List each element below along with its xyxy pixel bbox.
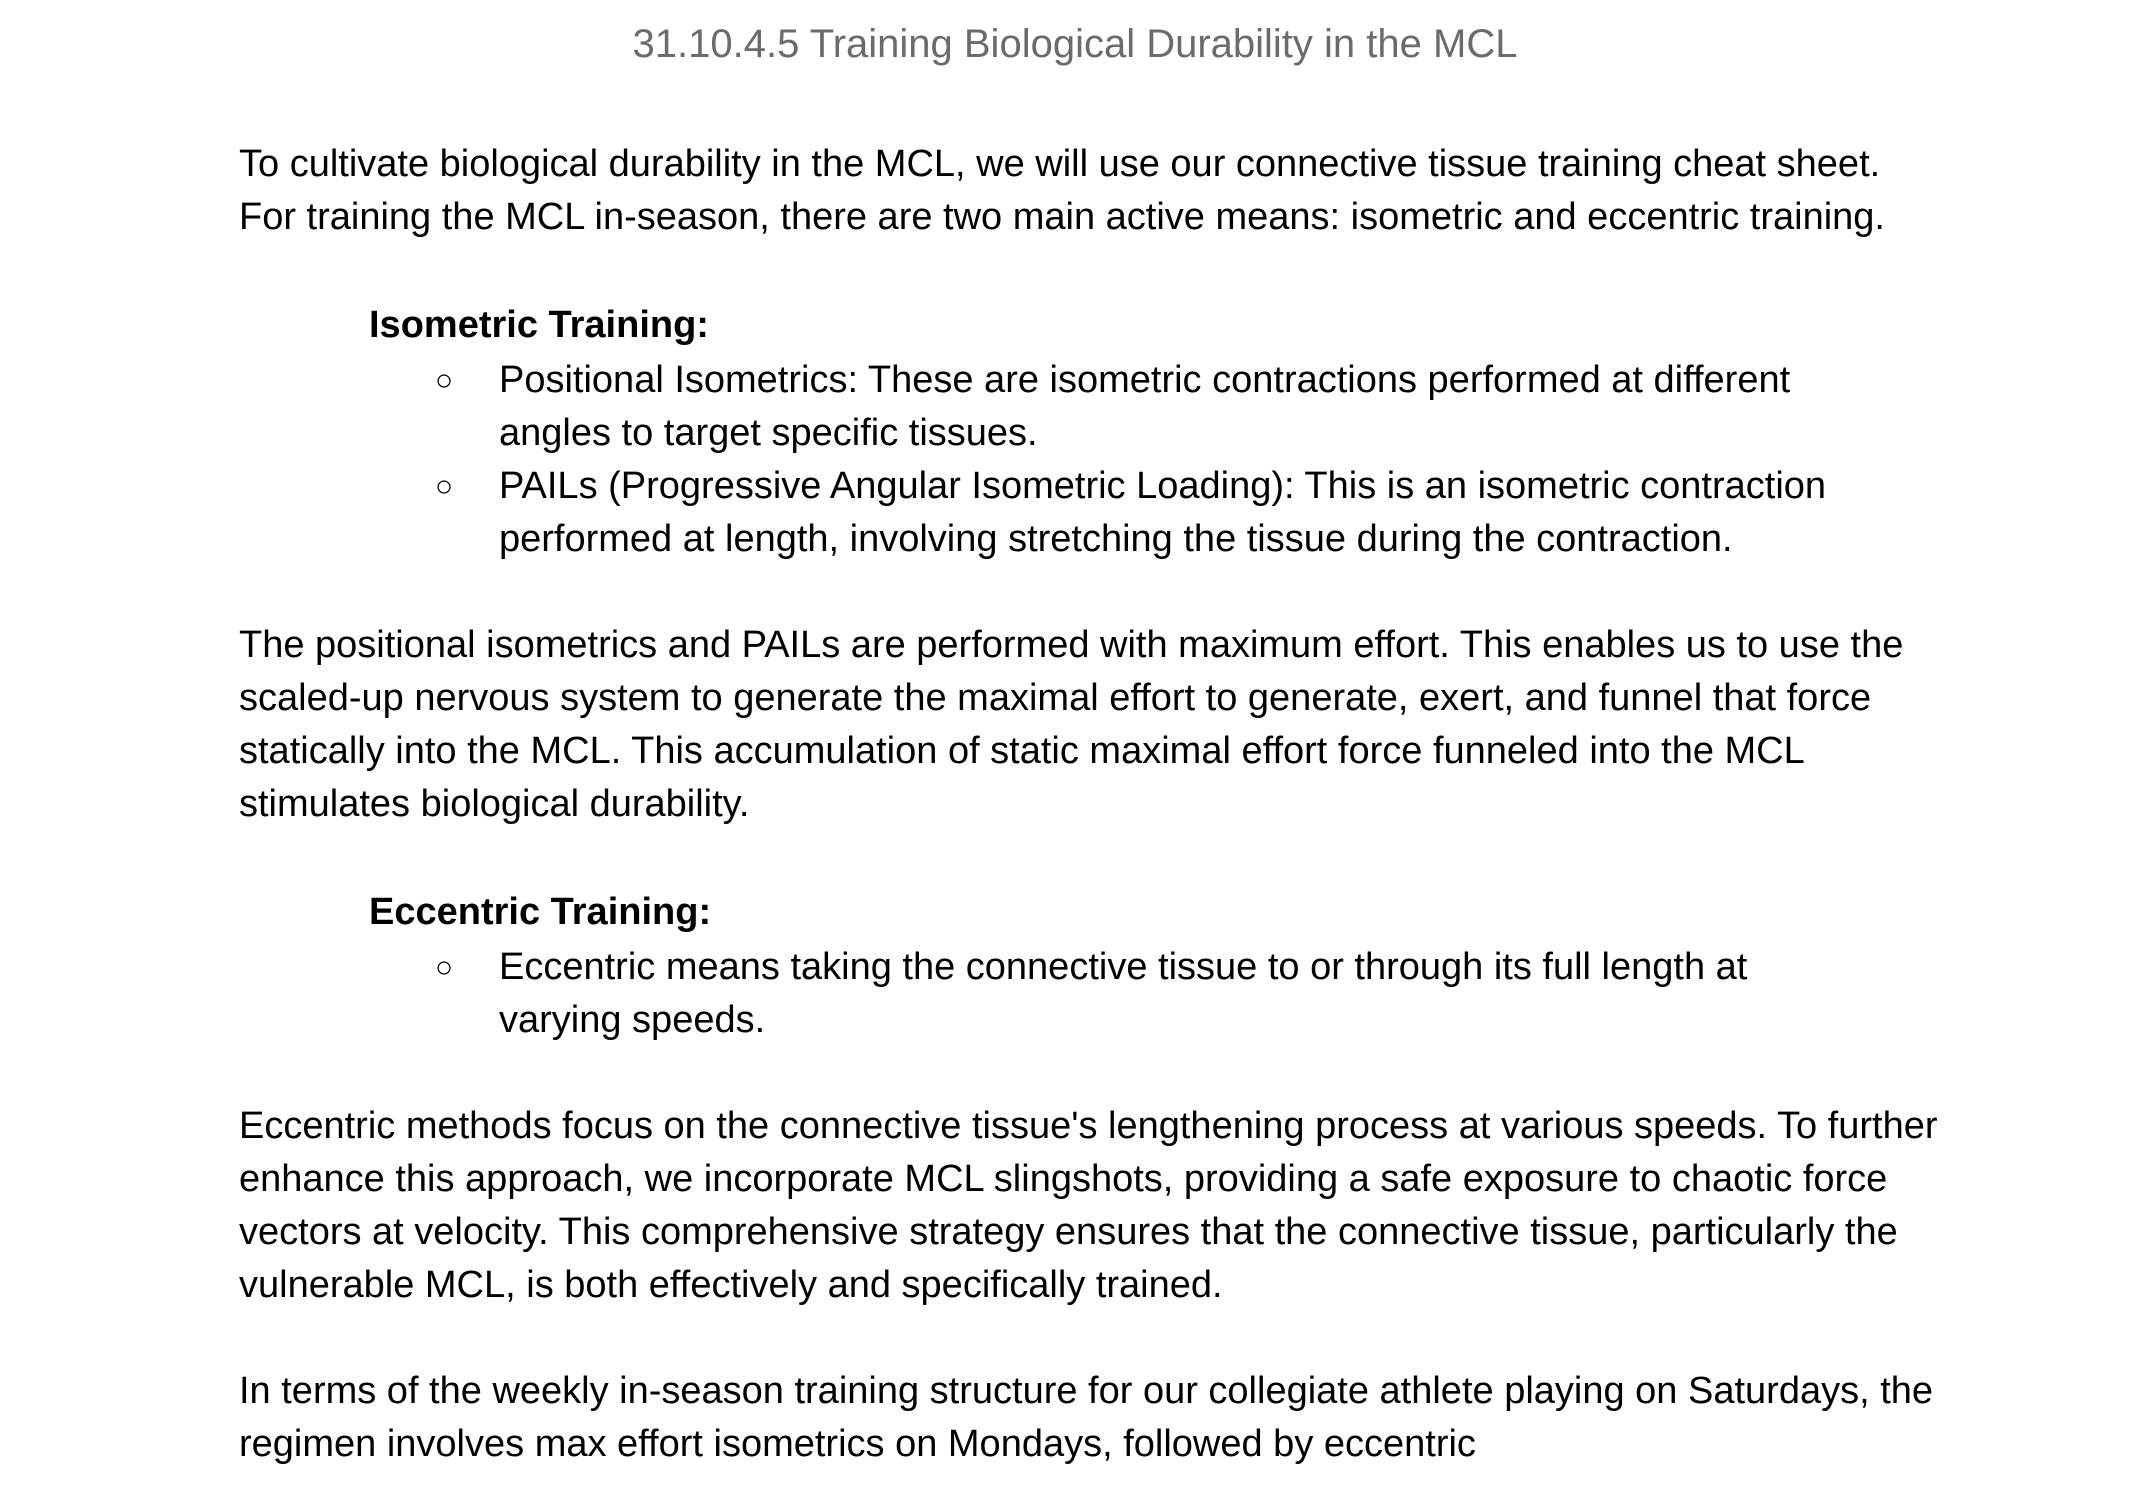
page-title: 31.10.4.5 Training Biological Durability in the MCL bbox=[632, 22, 1518, 66]
spacer bbox=[239, 244, 1939, 299]
list-item bbox=[239, 941, 1939, 1047]
hollow-circle-bullet-icon: ○ bbox=[435, 951, 454, 984]
eccentric-training-list bbox=[239, 941, 1939, 1047]
isometric-training-heading: Isometric Training: bbox=[369, 304, 709, 346]
intro-paragraph: To cultivate biological durability in the MCL, we will use our connective tissue training cheat sheet. For training the MCL in-season, there are two main active means: isometric and eccentric training. bbox=[239, 143, 1885, 238]
hollow-circle-bullet-icon: ○ bbox=[435, 470, 454, 503]
hollow-circle-bullet-icon: ○ bbox=[435, 364, 454, 397]
spacer bbox=[239, 831, 1939, 886]
document-body bbox=[239, 138, 1939, 1471]
spacer bbox=[239, 566, 1939, 619]
list-item-text: Eccentric means taking the connective tissue to or through its full length at varying speeds. bbox=[499, 946, 1748, 1041]
list-item bbox=[239, 460, 1939, 566]
eccentric-explanation-paragraph: Eccentric methods focus on the connective tissue's lengthening process at various speeds. To further enhance this approach, we incorporate MCL slingshots, providing a safe exposure to chaotic force vectors at velocity. This comprehensive strategy ensures that the connective tissue, particularly the vulnerable MCL, is both effectively and specifically trained. bbox=[239, 1105, 1938, 1306]
isometric-explanation-paragraph: The positional isometrics and PAILs are performed with maximum effort. This enables us to use the scaled-up nervous system to generate the maximal effort to generate, exert, and funnel that force statically into the MCL. This accumulation of static maximal effort force funneled into the MCL stimulates biological durability. bbox=[239, 624, 1904, 825]
list-item-text: PAILs (Progressive Angular Isometric Loading): This is an isometric contraction performed at length, involving stretching the tissue during the contraction. bbox=[499, 465, 1827, 560]
isometric-training-list bbox=[239, 354, 1939, 566]
eccentric-training-heading: Eccentric Training: bbox=[369, 891, 712, 933]
list-item bbox=[239, 354, 1939, 460]
spacer bbox=[239, 1047, 1939, 1100]
list-item-text: Positional Isometrics: These are isometric contractions performed at different angles to target specific tissues. bbox=[499, 359, 1791, 454]
spacer bbox=[239, 1312, 1939, 1365]
weekly-structure-paragraph: In terms of the weekly in-season training structure for our collegiate athlete playing on Saturdays, the regimen involves max effort isometrics on Mondays, followed by eccentric bbox=[239, 1370, 1934, 1465]
